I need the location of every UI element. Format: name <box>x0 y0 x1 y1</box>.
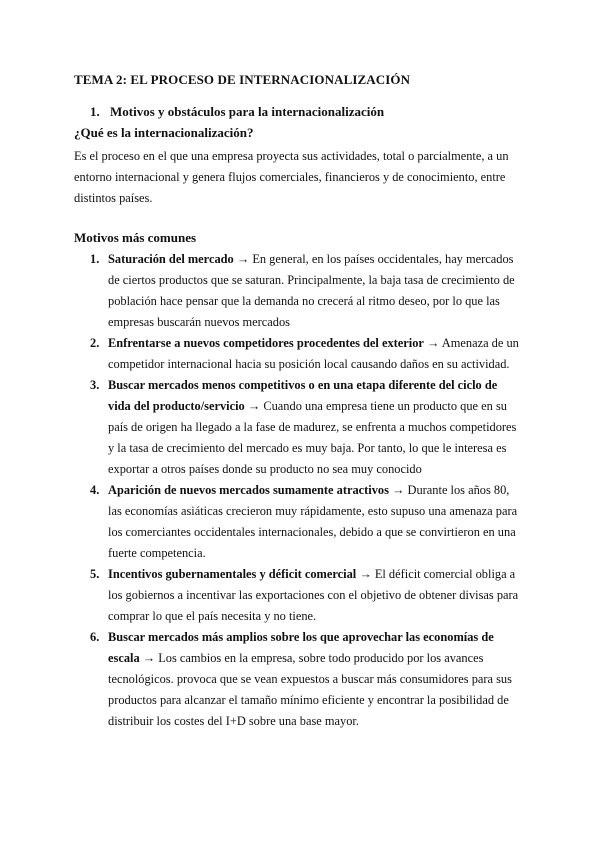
document-title: TEMA 2: EL PROCESO DE INTERNACIONALIZACIÓN <box>74 72 411 87</box>
list-item <box>90 333 522 375</box>
motivos-heading: Motivos más comunes <box>74 230 197 245</box>
item-number: 5. <box>90 567 100 581</box>
definition-paragraph: Es el proceso en el que una empresa proyecta sus actividades, total o parcialmente, a un entorno internacional y genera flujos comerciales, financieros y de conocimiento, entre distintos países. <box>74 149 509 205</box>
item-heading: Buscar mercados más amplios sobre los que aprovechar las economías de escala <box>108 630 494 665</box>
item-heading: Aparición de nuevos mercados sumamente atractivos <box>108 483 389 497</box>
item-text: → Amenaza de un competidor internacional hacia su posición local causando daños en su actividad. <box>108 336 519 371</box>
item-number: 2. <box>90 336 100 350</box>
item-heading: Enfrentarse a nuevos competidores procedentes del exterior <box>108 336 424 350</box>
item-text: → En general, en los países occidentales, hay mercados de ciertos productos que se saturan. Principalmente, la baja tasa de crecimiento de población hace pensar que la demanda no crecerá al ritmo deseo, por lo que las empresas buscarán nuevos mercados <box>108 252 515 329</box>
list-item <box>90 564 522 627</box>
list-item <box>90 480 522 564</box>
section-number: 1. <box>90 104 100 119</box>
list-item <box>90 249 522 333</box>
item-text: → Durante los años 80, las economías asiáticas crecieron muy rápidamente, esto supuso una amenaza para los comerciantes occidentales internacionales, debido a que se convirtieron en una fuerte competencia. <box>108 483 518 560</box>
question-heading: ¿Qué es la internacionalización? <box>74 125 254 140</box>
item-number: 1. <box>90 252 100 266</box>
section-heading <box>90 104 384 120</box>
motivos-list <box>90 249 522 732</box>
list-item <box>90 627 522 732</box>
item-heading: Incentivos gubernamentales y déficit comercial <box>108 567 357 581</box>
item-heading: Buscar mercados menos competitivos o en una etapa diferente del ciclo de vida del producto/servicio <box>108 378 498 413</box>
item-number: 6. <box>90 630 100 644</box>
section-title: Motivos y obstáculos para la internacionalización <box>110 104 385 119</box>
item-text: → Cuando una empresa tiene un producto que en su país de origen ha llegado a la fase de madurez, se enfrenta a muchos competidores y la tasa de crecimiento del mercado es muy baja. Por tanto, lo que le interesa es exportar a otros países donde su producto no sea muy conocido <box>108 399 517 476</box>
list-item <box>90 375 522 480</box>
item-number: 4. <box>90 483 100 497</box>
item-text: → Los cambios en la empresa, sobre todo producido por los avances tecnológicos. provoca que se vean expuestos a buscar más consumidores para sus productos para alcanzar el tamaño mínimo eficiente y encontrar la posibilidad de distribuir los costes del I+D sobre una base mayor. <box>108 651 512 728</box>
item-text: → El déficit comercial obliga a los gobiernos a incentivar las exportaciones con el objetivo de obtener divisas para comprar lo que el país necesita y no tiene. <box>108 567 519 623</box>
item-number: 3. <box>90 378 100 392</box>
item-heading: Saturación del mercado <box>108 252 234 266</box>
